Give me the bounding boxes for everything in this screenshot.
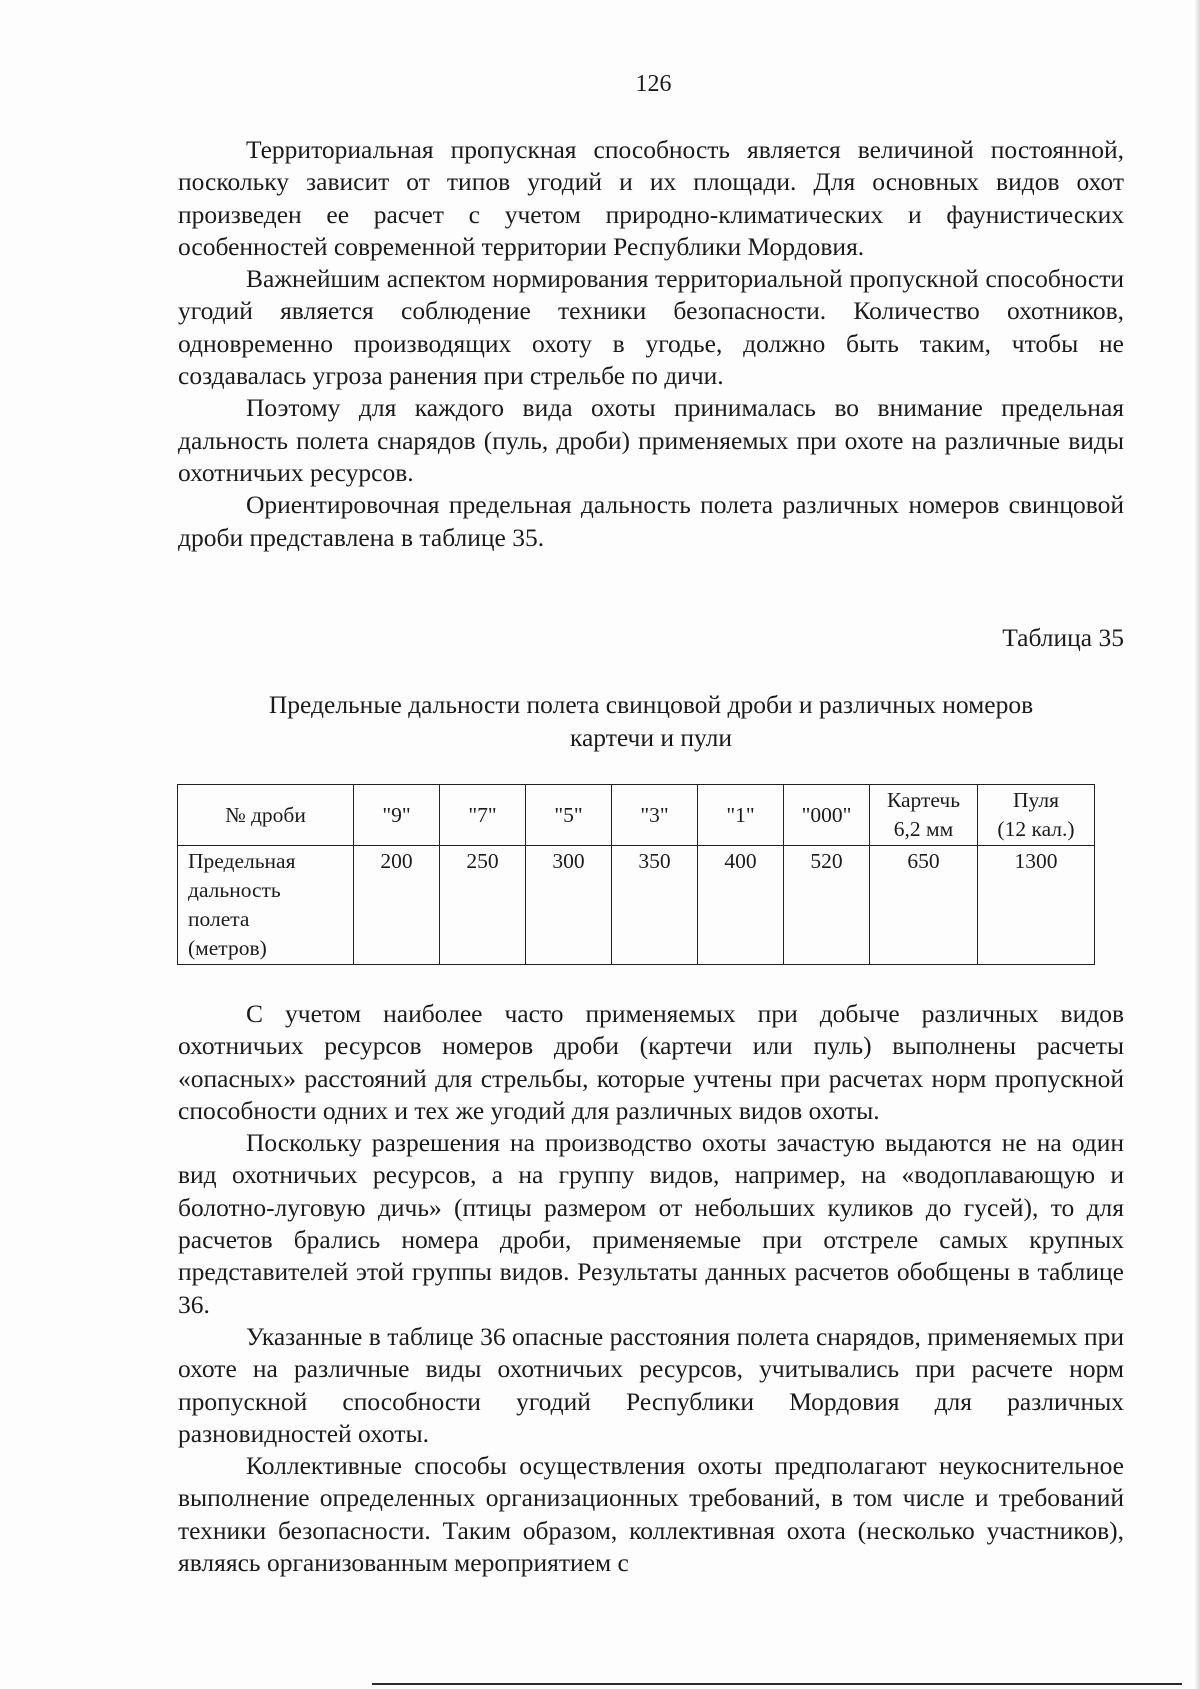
paragraph: Важнейшим аспектом нормирования территориальной пропускной способности угодий является соблюдение техники безопасности. Количество охотников, одновременно производящих охоту в угодье, должно быть таким, чтобы не создавалась угроза ранения при стрельбе по дичи. xyxy=(178,264,1124,391)
paragraph: Ориентировочная предельная дальность полета различных номеров свинцовой дроби представлена в таблице 35. xyxy=(178,490,1124,552)
header-cell-line: "9" xyxy=(382,802,411,827)
header-cell-line: (12 кал.) xyxy=(997,817,1075,841)
row-label-line: дальность xyxy=(188,878,281,902)
table-row xyxy=(178,846,1095,965)
header-cell-line: "1" xyxy=(726,802,755,827)
value-cell: 200 xyxy=(354,846,440,965)
table-caption-line: Предельные дальности полета свинцовой дроби и различных номеров xyxy=(268,690,1034,719)
body-text-bottom xyxy=(178,998,1124,1579)
paragraph: Коллективные способы осуществления охоты предполагают неукоснительное выполнение определенных организационных требований, в том числе и требований техники безопасности. Таким образом, коллективная охота (несколько участников), являясь организованным мероприятием с xyxy=(178,1451,1124,1578)
paragraph: Указанные в таблице 36 опасные расстояния полета снарядов, применяемых при охоте на различные виды охотничьих ресурсов, учитывались при расчете норм пропускной способности угодий Республики Мордовия для различных разновидностей охоты. xyxy=(178,1321,1124,1448)
header-cell xyxy=(978,785,1095,846)
header-cell-line: "000" xyxy=(801,802,852,827)
row-label-line: Предельная xyxy=(188,849,296,873)
paragraph: Поскольку разрешения на производство охоты зачастую выдаются не на один вид охотничьих ресурсов, а на группу видов, например, на «водоплавающую и болотно-луговую дичь» (птицы размером от небольших куликов до гусей), то для расчетов брались номера дроби, применяемые при отстреле самых крупных представителей этой группы видов. Результаты данных расчетов обобщены в таблице 36. xyxy=(178,1128,1124,1319)
header-cell xyxy=(440,785,526,846)
header-cell-line: "7" xyxy=(468,802,497,827)
header-cell-row-label: № дроби xyxy=(178,785,354,846)
table-container xyxy=(177,784,1094,965)
table-caption-line: картечи и пули xyxy=(569,723,733,752)
scan-edge-shadow xyxy=(1194,0,1200,1689)
table-label: Таблица 35 xyxy=(1002,623,1124,652)
header-cell xyxy=(612,785,698,846)
paragraph: Поэтому для каждого вида охоты принималась во внимание предельная дальность полета снарядов (пуль, дроби) применяемых при охоте на различные виды охотничьих ресурсов. xyxy=(178,393,1124,487)
paragraph: С учетом наиболее часто применяемых при добыче различных видов охотничьих ресурсов номеров дроби (картечи или пуль) выполнены расчеты «опасных» расстояний для стрельбы, которые учтены при расчетах норм пропускной способности одних и тех же угодий для различных видов охоты. xyxy=(178,999,1124,1125)
header-cell xyxy=(526,785,612,846)
value-cell: 300 xyxy=(526,846,612,965)
value-cell: 350 xyxy=(612,846,698,965)
page-number: 126 xyxy=(635,71,672,97)
header-cell xyxy=(784,785,870,846)
value-cell: 650 xyxy=(870,846,978,965)
scan-edge-line xyxy=(372,1683,1182,1685)
value-cell: 400 xyxy=(698,846,784,965)
header-cell xyxy=(354,785,440,846)
body-text-top xyxy=(178,134,1124,554)
paragraph: Территориальная пропускная способность является величиной постоянной, поскольку зависит от типов угодий и их площади. Для основных видов охот произведен ее расчет с учетом природно-климатических и фаунистических особенностей современной территории Республики Мордовия. xyxy=(178,135,1124,261)
header-cell-line: Картечь xyxy=(886,788,961,812)
value-cell: 1300 xyxy=(978,846,1095,965)
value-cell: 520 xyxy=(784,846,870,965)
row-label-line: (метров) xyxy=(188,936,267,960)
row-label-cell xyxy=(178,846,354,965)
table-header-row xyxy=(178,785,1095,846)
shot-range-table xyxy=(177,784,1095,965)
header-cell-line: 6,2 мм xyxy=(893,817,954,841)
header-cell xyxy=(870,785,978,846)
header-cell-line: Пуля xyxy=(1013,788,1059,812)
header-cell xyxy=(698,785,784,846)
row-label-line: полета xyxy=(188,907,250,931)
header-cell-line: "5" xyxy=(554,802,583,827)
header-cell-line: "3" xyxy=(640,802,669,827)
value-cell: 250 xyxy=(440,846,526,965)
table-caption xyxy=(178,688,1124,754)
